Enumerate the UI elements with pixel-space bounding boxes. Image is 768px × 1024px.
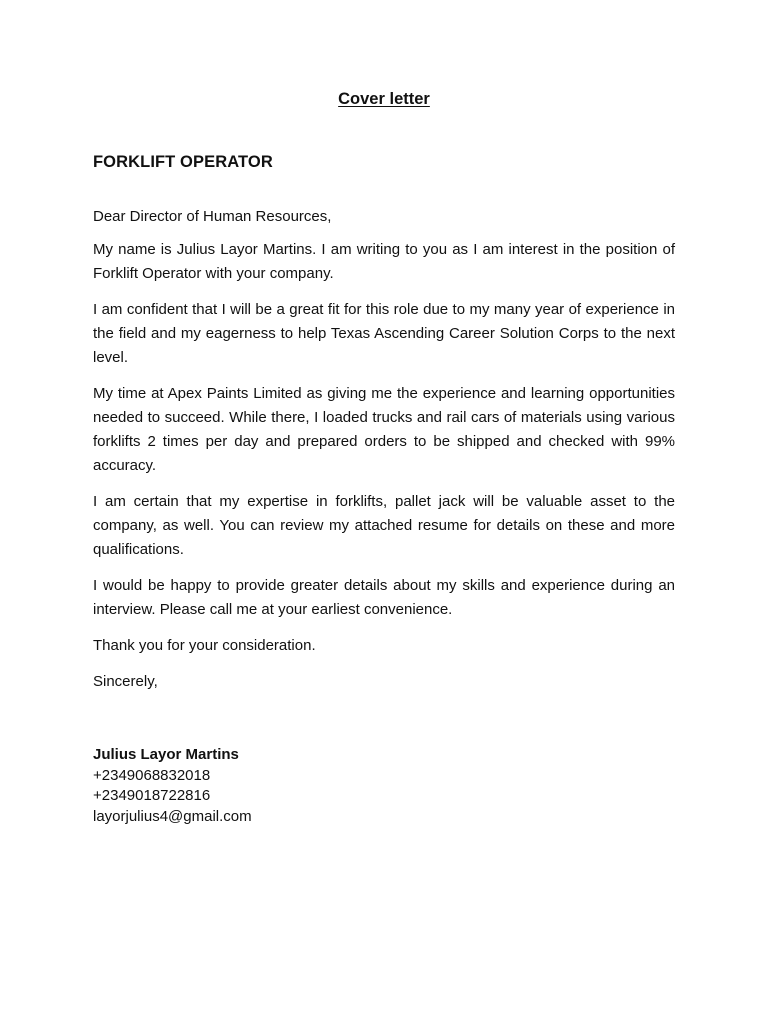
letter-body <box>93 205 675 706</box>
document-title: Cover letter <box>338 90 430 108</box>
phone-number-1: +2349068832018 <box>93 766 211 784</box>
letter-page <box>93 0 675 1024</box>
paragraph-fit: I am confident that I will be a great fit for this role due to my many year of experience in the field and my eagerness to help Texas Ascending Career Solution Corps to the next level. <box>93 301 675 366</box>
phone-number-2: +2349018722816 <box>93 787 211 804</box>
thanks-line: Thank you for your consideration. <box>93 637 316 654</box>
salutation: Dear Director of Human Resources, <box>93 208 332 225</box>
job-title-heading: FORKLIFT OPERATOR <box>93 153 273 171</box>
paragraph-experience: My time at Apex Paints Limited as giving me the experience and learning opportunities needed to succeed. While there, I loaded trucks and rail cars of materials using various forklifts 2 times per day and prepared orders to be shipped and checked with 99% accuracy. <box>93 385 675 474</box>
paragraph-introduction: My name is Julius Layor Martins. I am writing to you as I am interest in the position of Forklift Operator with your company. <box>93 241 675 282</box>
paragraph-interview: I would be happy to provide greater details about my skills and experience during an interview. Please call me at your earliest convenience. <box>93 577 675 618</box>
email-address: layorjulius4@gmail.com <box>93 807 252 825</box>
signature-name: Julius Layor Martins <box>93 746 239 763</box>
paragraph-expertise: I am certain that my expertise in forklifts, pallet jack will be valuable asset to the company, as well. You can review my attached resume for details on these and more qualifications. <box>93 493 675 558</box>
signature-block <box>93 745 252 827</box>
closing-line: Sincerely, <box>93 673 158 690</box>
